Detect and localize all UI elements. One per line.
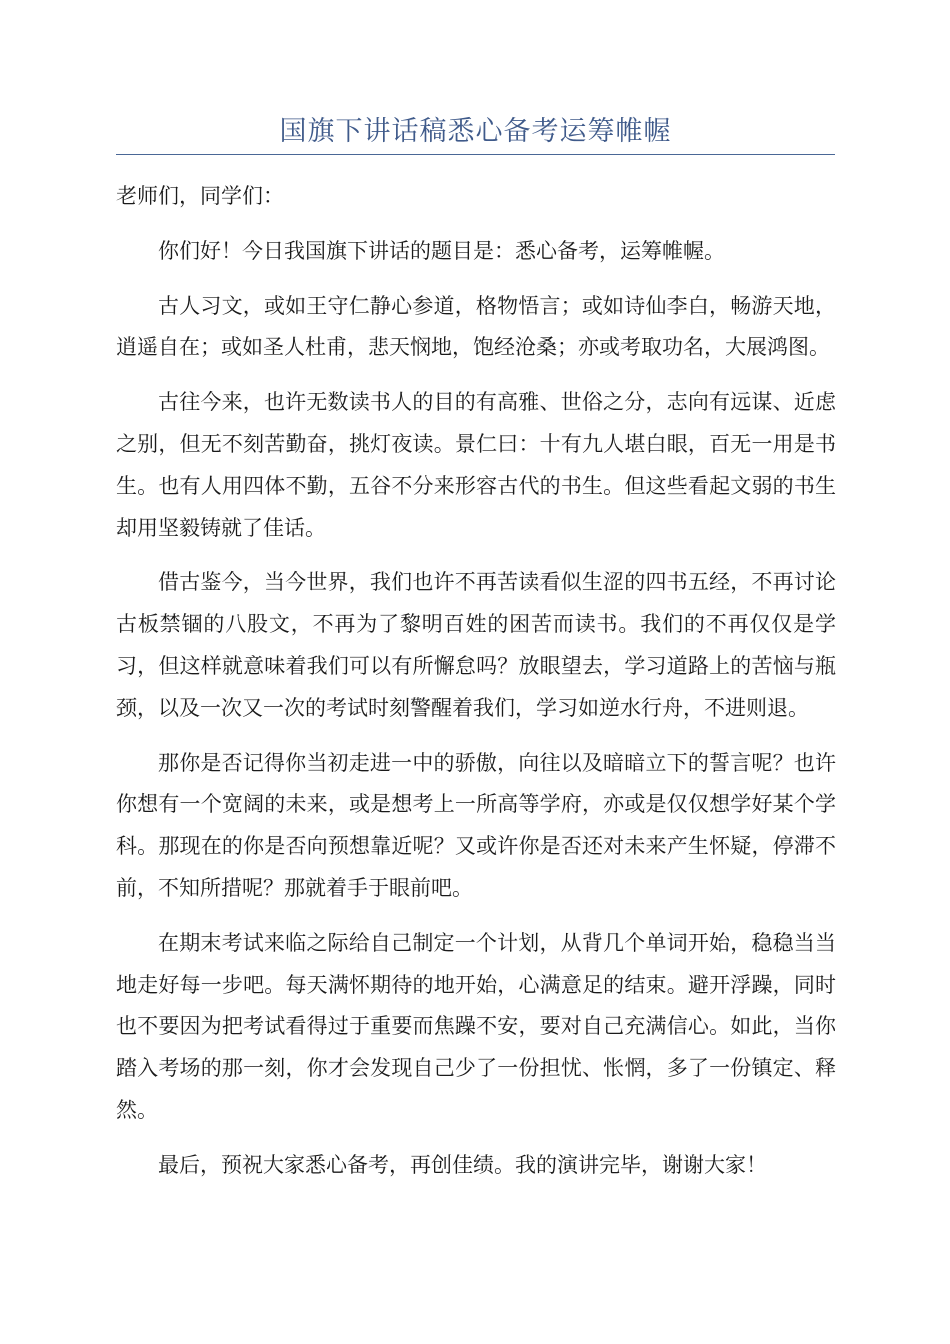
paragraph: 那你是否记得你当初走进一中的骄傲，向往以及暗暗立下的誓言呢？也许你想有一个宽阔的未来，或是想考上一所高等学府，亦或是仅仅想学好某个学科。那现在的你是否向预想靠近呢？又或许你是否还对未来产生怀疑，停滞不前，不知所措呢？那就着手于眼前吧。: [116, 750, 836, 900]
closing-paragraph: 最后，预祝大家悉心备考，再创佳绩。我的演讲完毕，谢谢大家！: [158, 1152, 767, 1177]
paragraph: 借古鉴今，当今世界，我们也许不再苦读看似生涩的四书五经，不再讨论古板禁锢的八股文，不再为了黎明百姓的困苦而读书。我们的不再仅仅是学习，但这样就意味着我们可以有所懈怠吗？放眼望去，学习道路上的苦恼与瓶颈，以及一次又一次的考试时刻警醒着我们，学习如逆水行舟，不进则退。: [116, 570, 836, 720]
document-body: [116, 176, 836, 1200]
title-underline: [116, 154, 835, 155]
salutation: 老师们，同学们：: [116, 184, 284, 208]
paragraph: 古人习文，或如王守仁静心参道，格物悟言；或如诗仙李白，畅游天地，逍遥自在；或如圣人杜甫，悲天悯地，饱经沧桑；亦或考取功名，大展鸿图。: [116, 293, 836, 360]
paragraph: 在期末考试来临之际给自己制定一个计划，从背几个单词开始，稳稳当当地走好每一步吧。每天满怀期待的地开始，心满意足的结束。避开浮躁，同时也不要因为把考试看得过于重要而焦躁不安，要对自己充满信心。如此，当你踏入考场的那一刻，你才会发现自己少了一份担忧、怅惘，多了一份镇定、释然。: [116, 930, 836, 1122]
paragraph: 古往今来，也许无数读书人的目的有高雅、世俗之分，志向有远谋、近虑之别，但无不刻苦勤奋，挑灯夜读。景仁曰：十有九人堪白眼，百无一用是书生。也有人用四体不勤，五谷不分来形容古代的书生。但这些看起文弱的书生却用坚毅铸就了佳话。: [116, 390, 836, 540]
paragraph: 你们好！今日我国旗下讲话的题目是：悉心备考，运筹帷幄。: [158, 238, 725, 263]
document-title: 国旗下讲话稿悉心备考运筹帷幄: [279, 116, 672, 147]
